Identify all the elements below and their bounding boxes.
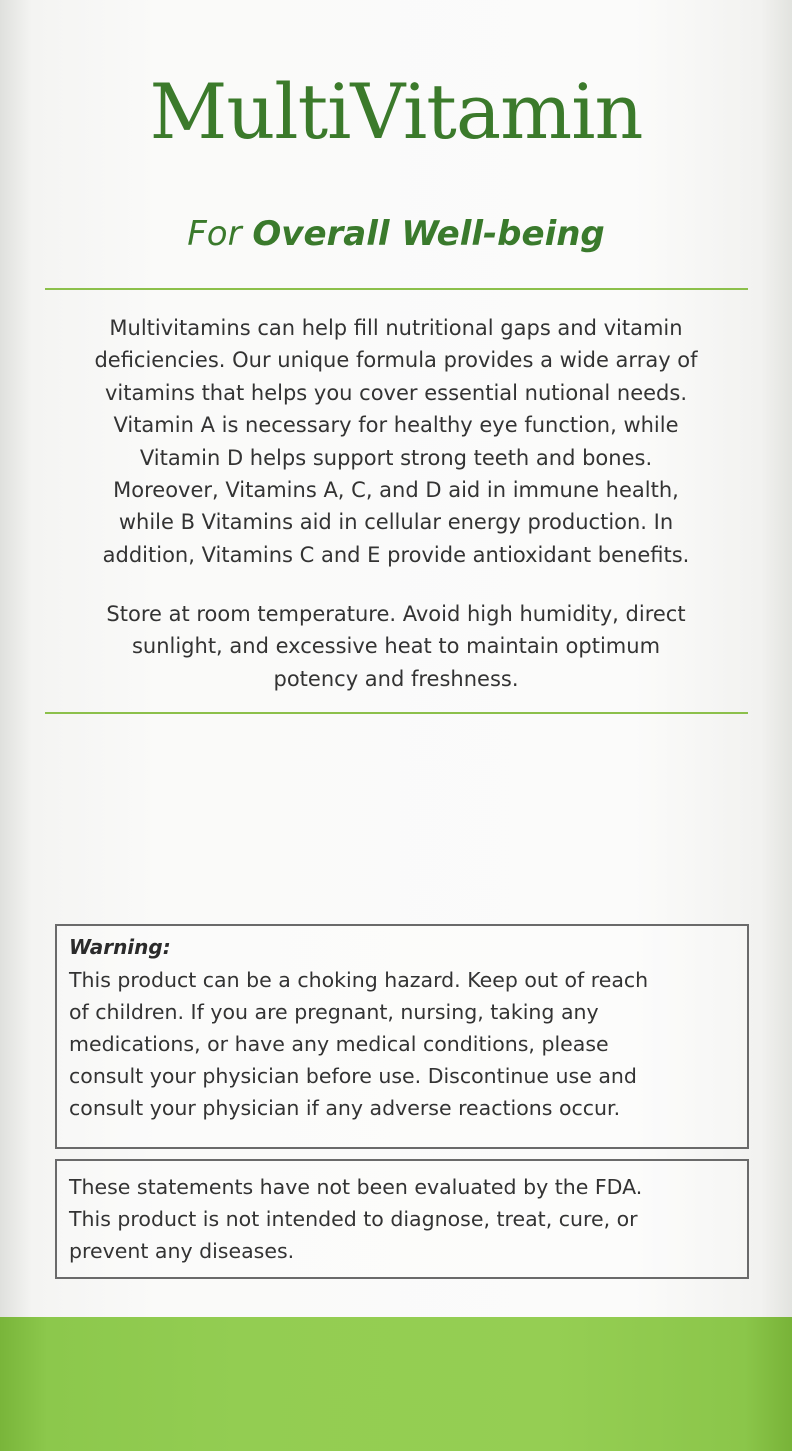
description-line: while B Vitamins aid in cellular energy production. In xyxy=(118,510,674,535)
product-subtitle xyxy=(0,214,792,255)
description-line: Vitamin D helps support strong teeth and bones. xyxy=(139,445,653,470)
description-line: deficiencies. Our unique formula provides a wide array of xyxy=(94,348,698,373)
warning-line: of children. If you are pregnant, nursing, taking any xyxy=(69,1000,599,1024)
green-base-band xyxy=(0,1317,792,1451)
bottom-divider xyxy=(45,712,748,714)
storage-line: Store at room temperature. Avoid high humidity, direct xyxy=(106,602,686,626)
warning-line: medications, or have any medical conditions, please xyxy=(69,1032,609,1056)
warning-heading: Warning: xyxy=(69,935,171,959)
warning-line: consult your physician before use. Discontinue use and xyxy=(69,1064,637,1088)
description-line: Vitamin A is necessary for healthy eye function, while xyxy=(113,413,679,438)
description-line: Multivitamins can help fill nutritional gaps and vitamin xyxy=(109,316,683,340)
description-line: vitamins that helps you cover essential nutional needs. xyxy=(104,380,688,405)
description-line: addition, Vitamins C and E provide antioxidant benefits. xyxy=(102,542,690,567)
storage-paragraph xyxy=(48,598,744,695)
storage-line: potency and freshness. xyxy=(273,666,519,691)
fda-disclaimer-text xyxy=(69,1171,745,1267)
description-line: Moreover, Vitamins A, C, and D aid in immune health, xyxy=(113,478,679,503)
warning-line: consult your physician if any adverse reactions occur. xyxy=(69,1096,621,1120)
subtitle-emphasis: Overall Well-being xyxy=(252,214,605,254)
disclaimer-line: This product is not intended to diagnose, treat, cure, or xyxy=(69,1207,638,1231)
warning-box xyxy=(55,924,749,1149)
description-paragraph xyxy=(48,312,744,571)
warning-line: This product can be a choking hazard. Keep out of reach xyxy=(69,968,649,992)
top-divider xyxy=(45,288,748,290)
subtitle-lead: For xyxy=(187,214,253,254)
warning-text xyxy=(69,964,745,1124)
disclaimer-line: These statements have not been evaluated by the FDA. xyxy=(69,1175,643,1199)
fda-disclaimer-box xyxy=(55,1159,749,1279)
product-title: MultiVitamin xyxy=(149,67,643,156)
disclaimer-line: prevent any diseases. xyxy=(69,1239,295,1263)
storage-line: sunlight, and excessive heat to maintain optimum xyxy=(131,634,661,659)
